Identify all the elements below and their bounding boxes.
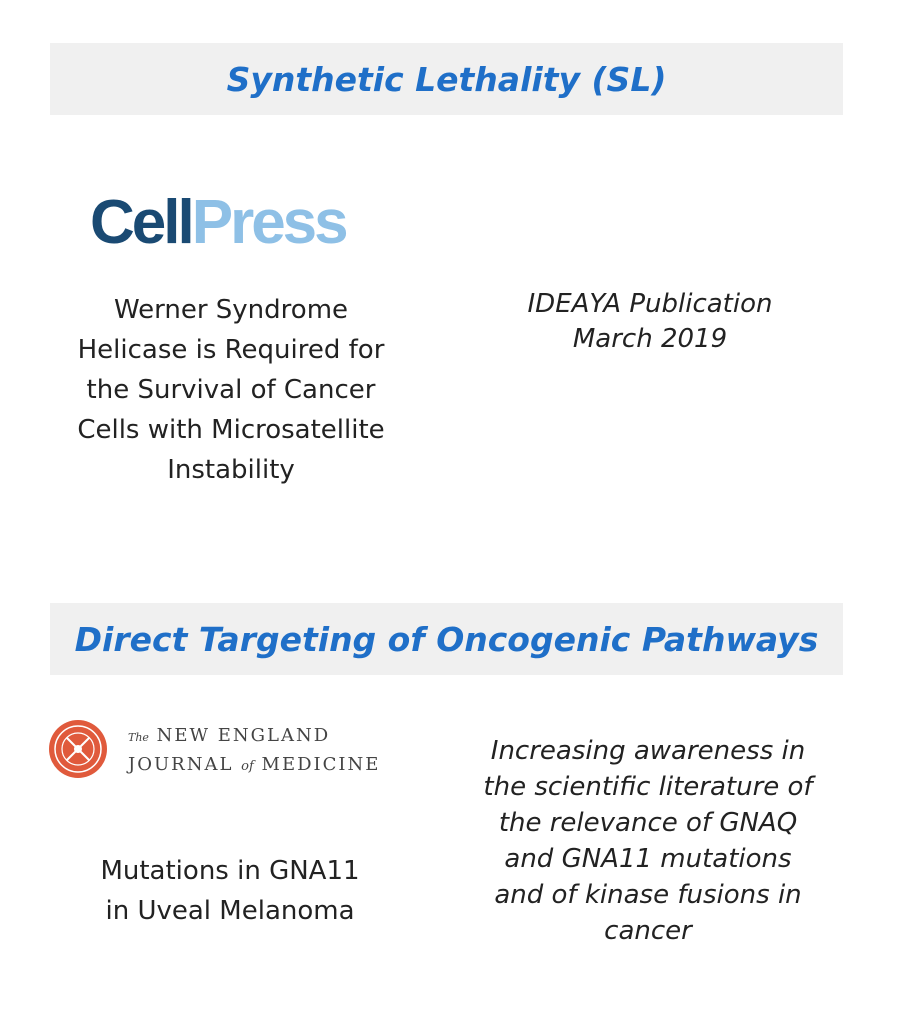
- paper-title-line: the Survival of Cancer: [86, 375, 376, 405]
- nejm-logo-medicine: MEDICINE: [261, 754, 381, 775]
- paper-title-line: in Uveal Melanoma: [105, 896, 355, 926]
- nejm-logo-new-england: NEW ENGLAND: [156, 725, 331, 746]
- publication-line: March 2019: [572, 324, 728, 354]
- nejm-logo-of: of: [241, 759, 254, 774]
- note-line: the relevance of GNAQ: [498, 808, 798, 838]
- nejm-logo-journal: JOURNAL: [128, 754, 234, 775]
- nejm-logo-text: [128, 722, 380, 780]
- paper-title-line: Cells with Microsatellite: [77, 415, 385, 445]
- note-line: Increasing awareness in: [490, 736, 806, 766]
- note-line: the scientific literature of: [483, 772, 813, 802]
- section-title: Direct Targeting of Oncogenic Pathways: [74, 619, 819, 659]
- section-title: Synthetic Lethality (SL): [226, 59, 667, 99]
- awareness-note: [470, 733, 826, 949]
- nejm-seal-icon: [48, 719, 108, 779]
- note-line: and of kinase fusions in: [494, 880, 802, 910]
- paper-title-werner: [50, 290, 412, 490]
- publication-note: [480, 287, 820, 357]
- paper-title-gna11: [50, 851, 410, 931]
- nejm-logo-line2: [128, 751, 380, 780]
- paper-title-line: Mutations in GNA11: [100, 856, 360, 886]
- nejm-logo-the: The: [128, 731, 149, 744]
- paper-title-line: Instability: [167, 455, 295, 485]
- paper-title-line: Werner Syndrome: [113, 295, 349, 325]
- note-line: cancer: [604, 916, 692, 946]
- paper-title-line: Helicase is Required for: [77, 335, 385, 365]
- publication-line: IDEAYA Publication: [527, 289, 773, 319]
- note-line: and GNA11 mutations: [504, 844, 792, 874]
- cell-press-logo-cell: Cell: [90, 188, 192, 257]
- nejm-logo-line1: [128, 722, 380, 751]
- section-banner-synthetic-lethality: [50, 43, 843, 115]
- section-banner-direct-targeting: [50, 603, 843, 675]
- cell-press-logo-press: Press: [191, 188, 346, 257]
- cell-press-logo: [90, 188, 346, 257]
